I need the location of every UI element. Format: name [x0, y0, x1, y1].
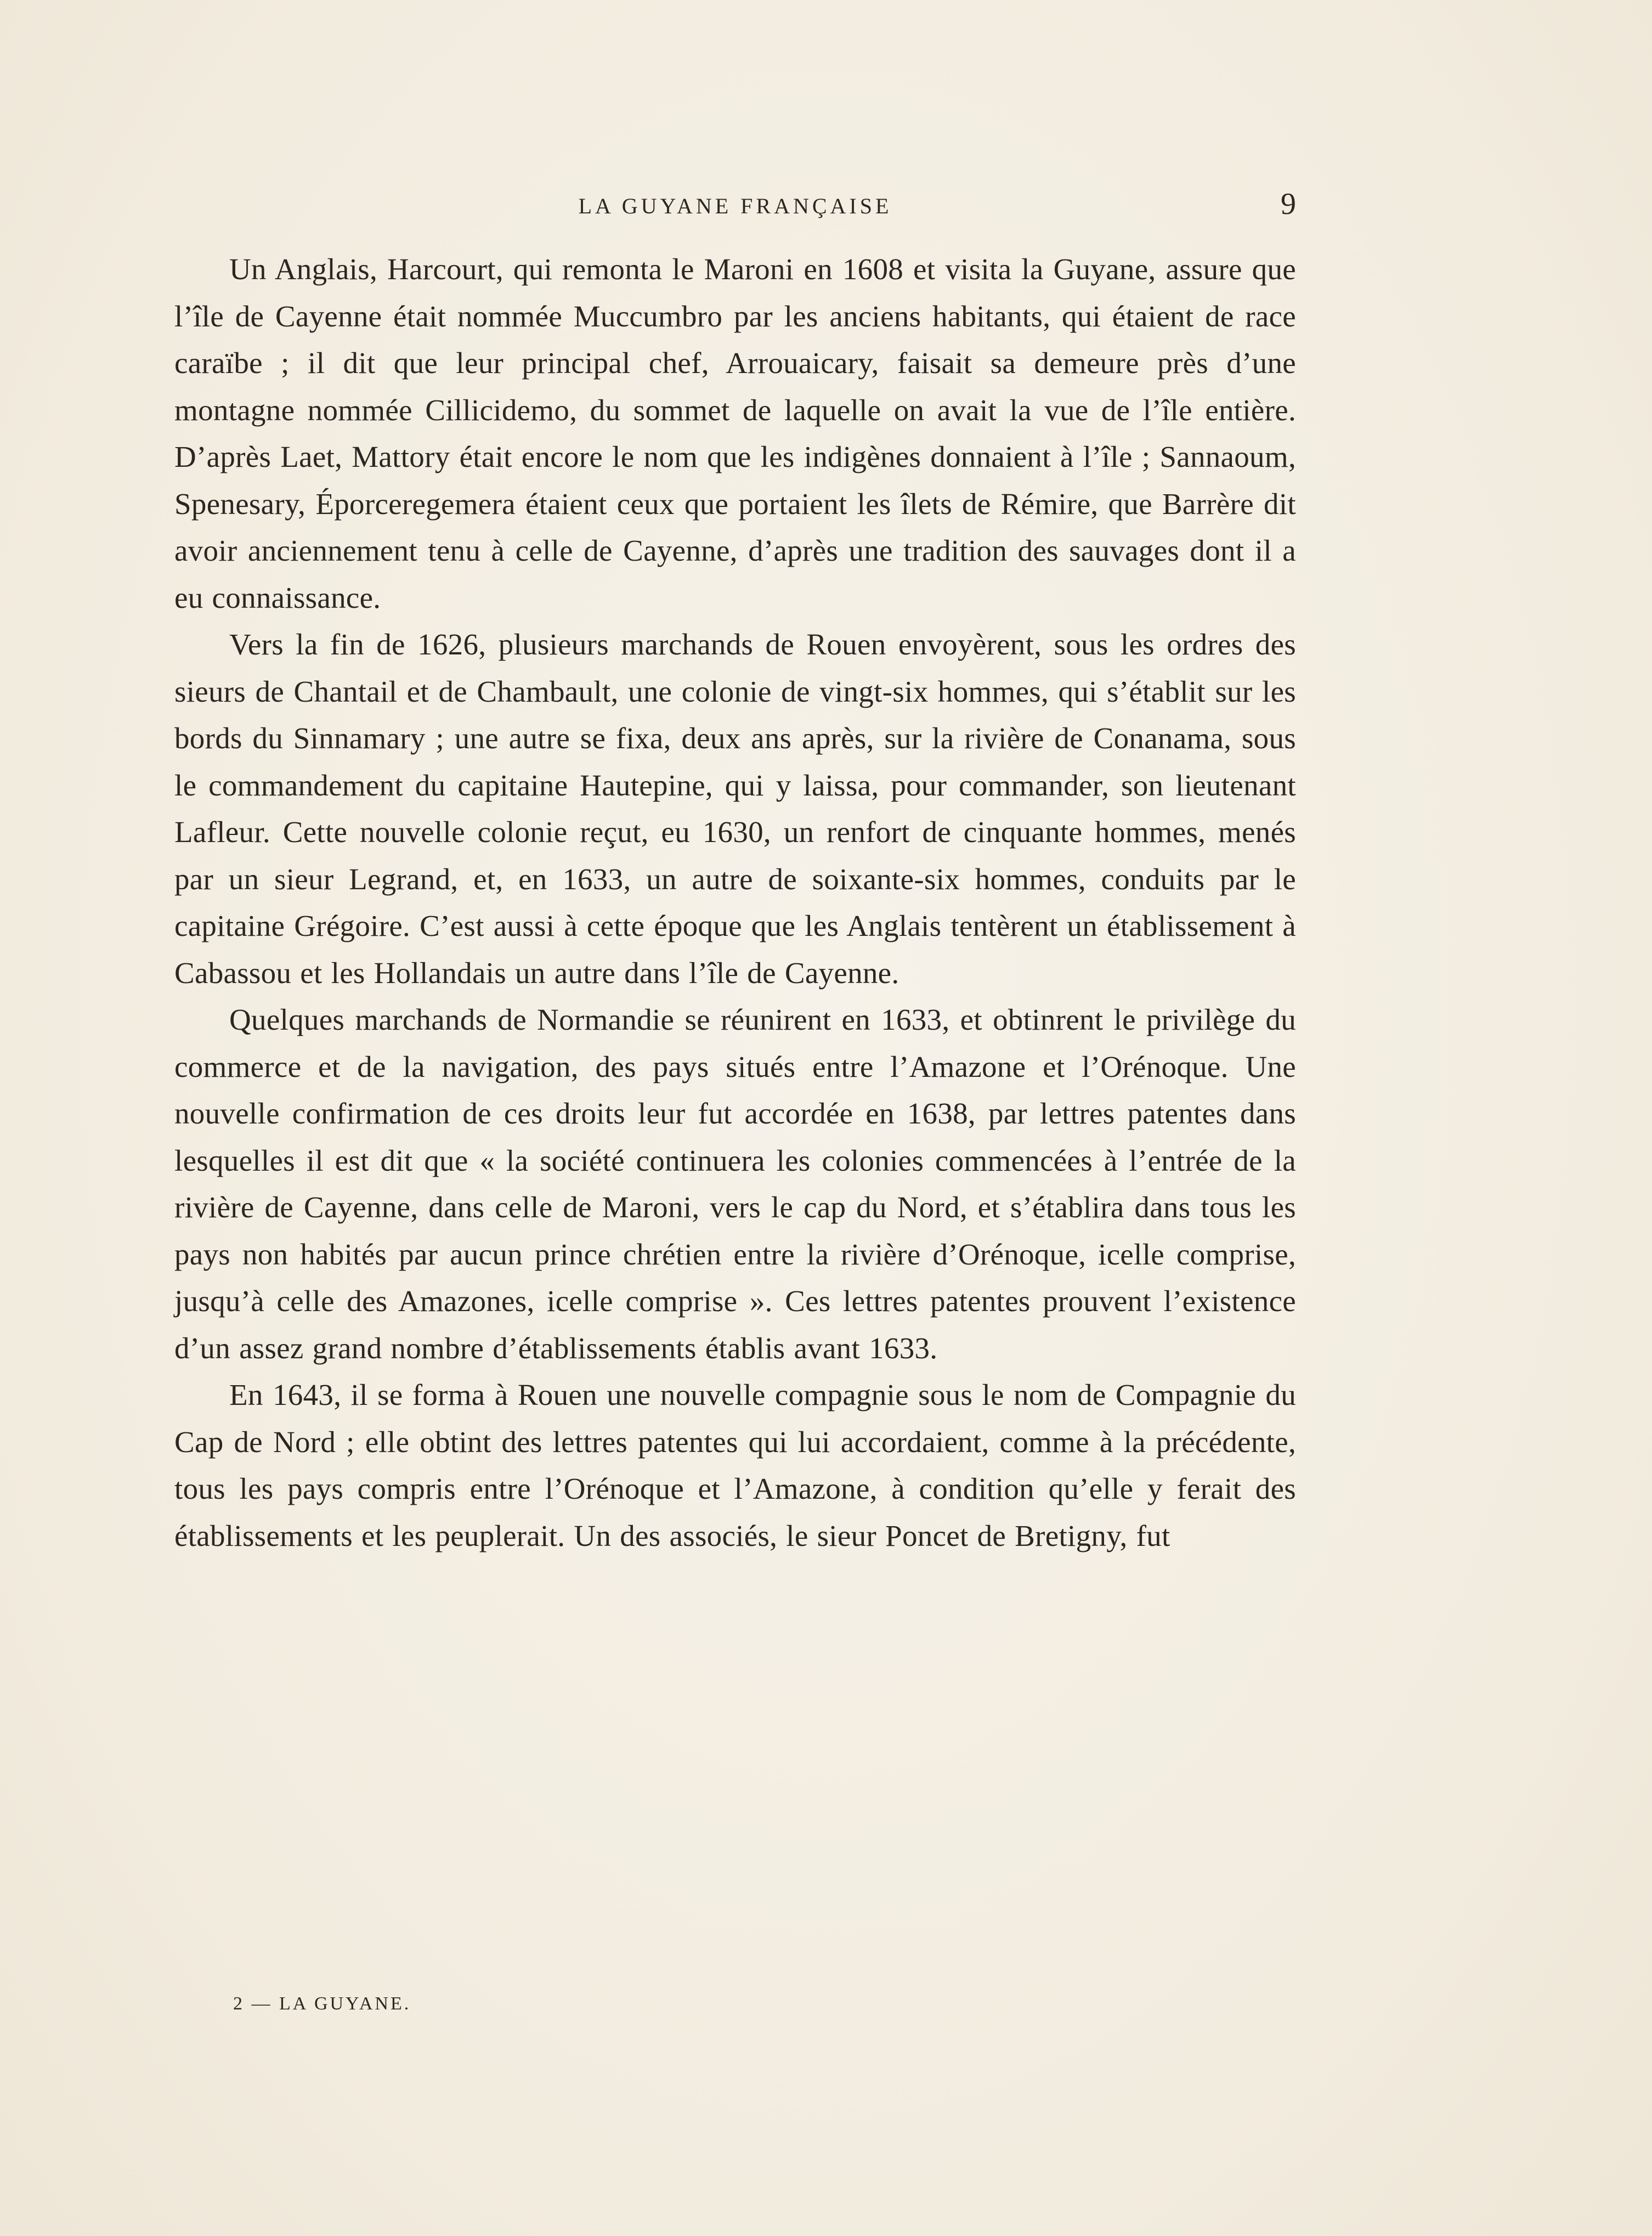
running-title: LA GUYANE FRANÇAISE	[578, 194, 892, 218]
paragraph-4: En 1643, il se forma à Rouen une nouvelle compagnie sous le nom de Compagnie du Cap de Nord ; elle obtint des lettres patentes qui lui accordaient, comme à la précédente, tous les pays compris entre l’Orénoque et l’Amazone, à condition qu’elle y ferait des établissements et les peuplerait. Un des associés, le sieur Poncet de Bretigny, fut	[174, 1378, 1296, 1552]
paragraph-1: Un Anglais, Harcourt, qui remonta le Maroni en 1608 et visita la Guyane, assure que l’île de Cayenne était nommée Muccumbro par les anciens habitants, qui étaient de race caraïbe ; il dit que leur principal chef, Arrouaicary, faisait sa demeure près d’une montagne nommée Cillicidemo, du sommet de laquelle on avait la vue de l’île entière. D’après Laet, Mattory était encore le nom que les indigènes donnaient à l’île ; Sannaoum, Spenesary, Éporceregemera étaient ceux que portaient les îlets de Rémire, que Barrère dit avoir anciennement tenu à celle de Cayenne, d’après une tradition des sauvages dont il a eu connaissance.	[174, 252, 1296, 614]
page-number: 9	[1281, 187, 1296, 221]
signature-mark: 2 — LA GUYANE.	[233, 1994, 411, 2014]
body-text	[174, 246, 1296, 1559]
paragraph-2: Vers la fin de 1626, plusieurs marchands de Rouen envoyèrent, sous les ordres des sieurs de Chantail et de Chambault, une colonie de vingt-six hommes, qui s’établit sur les bords du Sinnamary ; une autre se fixa, deux ans après, sur la rivière de Conanama, sous le commandement du capitaine Hautepine, qui y laissa, pour commander, son lieutenant Lafleur. Cette nouvelle colonie reçut, eu 1630, un renfort de cinquante hommes, menés par un sieur Legrand, et, en 1633, un autre de soixante-six hommes, conduits par le capitaine Grégoire. C’est aussi à cette époque que les Anglais tentèrent un établissement à Cabassou et les Hollandais un autre dans l’île de Cayenne.	[174, 628, 1296, 990]
paragraph-3: Quelques marchands de Normandie se réunirent en 1633, et obtinrent le privilège du commerce et de la navigation, des pays situés entre l’Amazone et l’Orénoque. Une nouvelle confirmation de ces droits leur fut accordée en 1638, par lettres patentes dans lesquelles il est dit que « la société continuera les colonies commencées à l’entrée de la rivière de Cayenne, dans celle de Maroni, vers le cap du Nord, et s’établira dans tous les pays non habités par aucun prince chrétien entre la rivière d’Orénoque, icelle comprise, jusqu’à celle des Amazones, icelle comprise ». Ces lettres patentes prouvent l’existence d’un assez grand nombre d’établissements établis avant 1633.	[174, 1003, 1296, 1365]
running-head	[174, 187, 1296, 223]
